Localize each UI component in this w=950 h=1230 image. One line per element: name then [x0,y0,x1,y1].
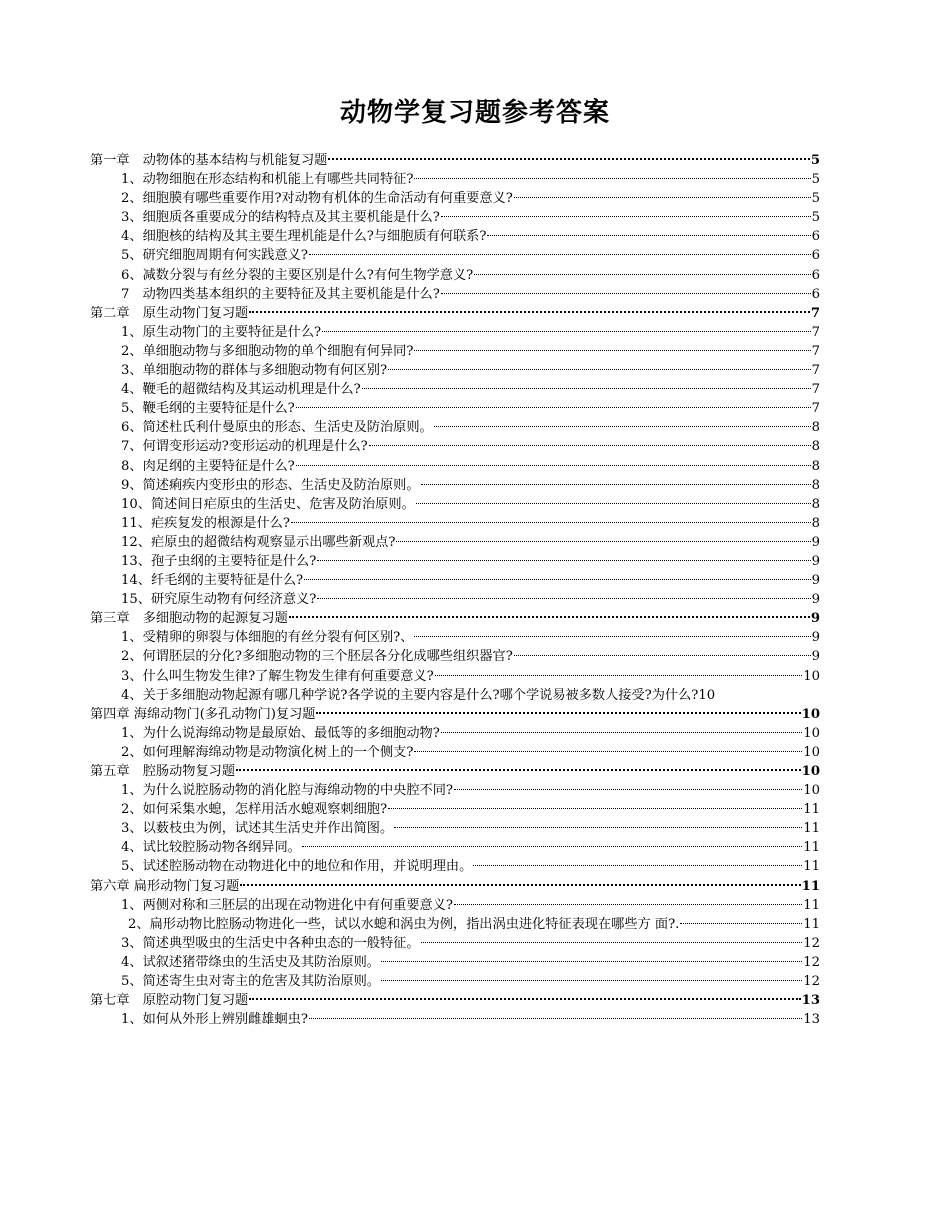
toc-page-number: 6 [811,248,820,264]
toc-question-entry[interactable] [90,724,820,743]
toc-entry-text: 5、试述腔肠动物在动物进化中的地位和作用，并说明理由。 [121,859,473,875]
toc-leader-dots [289,616,810,618]
toc-page-number: 8 [811,458,820,474]
toc-leader-dots [441,216,811,217]
toc-entry-text: 第二章 原生动物门复习题 [90,305,249,321]
toc-leader-dots [388,369,811,370]
toc-entry-text: 第四章 海绵动物门(多孔动物门)复习题 [90,706,316,722]
toc-page-number: 6 [811,286,820,302]
toc-entry-text: 1、原生动物门的主要特征是什么? [121,324,322,340]
toc-question-entry[interactable] [90,628,820,647]
toc-leader-dots [249,998,800,1000]
toc-entry-text: 第六章 扁形动物门复习题 [90,878,240,894]
toc-page-number: 11 [803,821,820,837]
toc-question-entry[interactable] [90,208,820,227]
toc-leader-dots [421,942,803,943]
toc-page-number: 10 [801,706,820,722]
toc-page-number: 10 [803,725,820,741]
toc-page-number: 7 [811,382,820,398]
toc-question-entry[interactable] [90,953,820,972]
toc-entry-text: 5、研究细胞周期有何实践意义? [121,248,308,264]
table-of-contents [90,151,820,1029]
toc-entry-text: 第三章 多细胞动物的起源复习题 [90,611,288,627]
toc-page-number: 11 [803,859,820,875]
toc-entry-text: 第七章 原腔动物门复习题 [90,993,249,1009]
toc-page-number: 7 [811,363,820,379]
toc-page-number: 5 [811,172,820,188]
toc-entry-text: 2、扁形动物比腔肠动物进化一些，试以水螅和涡虫为例，指出涡虫进化特征表现在哪些方 面?. [128,916,680,932]
toc-entry-text: 2、细胞膜有哪些重要作用?对动物有机体的生命活动有何重要意义? [121,191,513,207]
toc-question-entry[interactable] [90,934,820,953]
toc-question-entry[interactable] [90,647,820,666]
toc-entry-text: 14、纤毛纲的主要特征是什么? [121,573,304,589]
toc-leader-dots [381,961,802,962]
toc-question-entry[interactable] [90,686,881,705]
toc-question-entry[interactable] [90,514,820,533]
toc-question-entry[interactable] [90,361,820,380]
toc-page-number: 9 [811,553,820,569]
toc-leader-dots [328,158,809,160]
toc-question-entry[interactable] [90,323,820,342]
toc-page-number: 11 [803,916,820,932]
toc-page-number: 13 [801,993,820,1009]
toc-leader-dots [680,923,802,924]
toc-chapter-entry[interactable] [90,762,820,781]
toc-page-number: 6 [811,229,820,245]
toc-leader-dots [454,789,802,790]
toc-leader-dots [317,598,810,599]
toc-question-entry[interactable] [90,476,820,495]
toc-leader-dots [236,769,801,771]
toc-leader-dots [362,388,811,389]
toc-question-entry[interactable] [90,571,820,590]
toc-page-number: 11 [803,840,820,856]
toc-page-number: 12 [803,935,820,951]
toc-chapter-entry[interactable] [90,304,820,323]
toc-page-number: 9 [811,534,820,550]
toc-leader-dots [441,293,811,294]
toc-leader-dots [291,522,811,523]
toc-leader-dots [240,884,800,886]
toc-entry-text: 4、关于多细胞动物起源有哪几种学说?各学说的主要内容是什么?哪个学说易被多数人接受?为什么? [121,687,699,703]
toc-leader-dots [249,311,810,313]
toc-entry-text: 7 动物四类基本组织的主要特征及其主要机能是什么? [121,286,440,302]
toc-page-number: 11 [803,802,820,818]
toc-leader-dots [454,904,802,905]
toc-page-number: 8 [811,496,820,512]
toc-entry-text: 8、肉足纲的主要特征是什么? [121,458,295,474]
toc-entry-text: 7、何谓变形运动?变形运动的机理是什么? [121,439,368,455]
toc-question-entry[interactable] [90,437,820,456]
toc-page-number: 5 [810,153,820,168]
toc-leader-dots [414,178,810,179]
toc-entry-text: 4、试比较腔肠动物各纲异同。 [121,840,301,856]
toc-entry-text: 5、鞭毛纲的主要特征是什么? [121,401,295,417]
toc-page-number: 12 [803,974,820,990]
toc-entry-text: 10、简述间日疟原虫的生活史、危害及防治原则。 [121,496,415,512]
toc-entry-text: 12、疟原虫的超微结构观察显示出哪些新观点? [121,534,396,550]
toc-entry-text: 2、如何采集水螅，怎样用活水螅观察刺细胞? [121,802,388,818]
toc-leader-dots [474,274,810,275]
toc-entry-text: 2、何谓胚层的分化?多细胞动物的三个胚层各分化成哪些组织器官? [121,649,513,665]
document-title: 动物学复习题参考答案 [339,98,610,128]
toc-question-entry[interactable] [90,533,820,552]
toc-entry-text: 4、鞭毛的超微结构及其运动机理是什么? [121,382,361,398]
toc-question-entry[interactable] [90,781,820,800]
toc-entry-text: 9、简述痢疾内变形虫的形态、生活史及防治原则。 [121,477,420,493]
toc-page-number: 7 [811,324,820,340]
toc-question-entry[interactable] [90,227,820,246]
toc-entry-text: 3、以薮枝虫为例，试述其生活史并作出简图。 [121,821,394,837]
toc-chapter-entry[interactable] [90,877,820,896]
toc-page-number: 8 [811,515,820,531]
toc-page-number: 7 [811,401,820,417]
toc-entry-text: 1、受精卵的卵裂与体细胞的有丝分裂有何区别?、 [121,630,414,646]
toc-entry-text: 6、简述杜氏利什曼原虫的形态、生活史及防治原则。 [121,420,433,436]
toc-page-number: 8 [811,439,820,455]
toc-question-entry[interactable] [90,285,820,304]
toc-entry-text: 5、简述寄生虫对寄主的危害及其防治原则。 [121,974,380,990]
toc-question-entry[interactable] [90,380,820,399]
toc-leader-dots [322,331,811,332]
toc-page-number: 11 [803,897,820,913]
toc-page-number: 10 [803,668,820,684]
toc-leader-dots [434,426,811,427]
toc-entry-text: 2、单细胞动物与多细胞动物的单个细胞有何异同? [121,343,414,359]
toc-question-entry[interactable] [90,189,820,208]
toc-leader-dots [304,579,811,580]
toc-leader-dots [317,560,810,561]
toc-question-entry[interactable] [90,915,820,934]
toc-page-number: 9 [811,592,820,608]
toc-page-number: 10 [803,783,820,799]
toc-chapter-entry[interactable] [90,991,820,1010]
toc-entry-text: 第五章 腔肠动物复习题 [90,764,236,779]
toc-leader-dots [435,675,803,676]
toc-leader-dots [514,197,811,198]
toc-question-entry[interactable] [90,170,820,189]
toc-leader-dots [416,503,811,504]
toc-entry-text: 1、动物细胞在形态结构和机能上有哪些共同特征? [121,172,414,188]
toc-chapter-entry[interactable] [90,609,820,628]
toc-page-number: 7 [810,305,820,321]
toc-entry-text: 2、如何理解海绵动物是动物演化树上的一个侧支? [121,744,414,760]
toc-entry-text: 3、什么叫生物发生律?了解生物发生律有何重要意义? [121,668,434,684]
toc-entry-text: 第一章 动物体的基本结构与机能复习题 [90,153,328,168]
toc-question-entry[interactable] [90,418,820,437]
toc-page-number: 9 [810,611,820,627]
toc-question-entry[interactable] [90,972,820,991]
toc-entry-text: 4、试叙述猪带绦虫的生活史及其防治原则。 [121,954,380,970]
toc-chapter-entry[interactable] [90,151,820,170]
toc-leader-dots [316,712,800,714]
toc-leader-dots [414,636,810,637]
toc-question-entry[interactable] [90,800,820,819]
toc-question-entry[interactable] [90,266,820,285]
toc-page-number: 9 [811,649,820,665]
toc-entry-text: 11、疟疾复发的根源是什么? [121,515,290,531]
toc-page-number: 8 [811,477,820,493]
toc-entry-text: 1、为什么说海绵动物是最原始、最低等的多细胞动物? [121,725,440,741]
toc-leader-dots [414,350,810,351]
toc-leader-dots [421,484,811,485]
toc-page-number: 10 [801,764,820,779]
toc-question-entry[interactable] [90,838,820,857]
toc-page-number: 9 [811,630,820,646]
toc-page-number: 13 [803,1012,820,1028]
toc-page-number: 12 [803,954,820,970]
toc-question-entry[interactable] [90,342,820,361]
toc-leader-dots [388,808,802,809]
toc-entry-text: 13、孢子虫纲的主要特征是什么? [121,553,317,569]
toc-leader-dots [441,732,802,733]
toc-leader-dots [309,1018,802,1019]
toc-entry-text: 4、细胞核的结构及其主要生理机能是什么?与细胞质有何联系? [121,229,487,245]
toc-entry-text: 1、如何从外形上辨别雌雄蛔虫? [121,1012,308,1028]
toc-entry-text: 3、细胞质各重要成分的结构特点及其主要机能是什么? [121,210,440,226]
toc-question-entry[interactable] [90,819,820,838]
toc-question-entry[interactable] [90,743,820,762]
toc-leader-dots [296,407,811,408]
toc-question-entry[interactable] [90,1010,820,1029]
toc-question-entry[interactable] [90,495,820,514]
toc-leader-dots [381,980,802,981]
toc-leader-dots [514,655,811,656]
toc-question-entry[interactable] [90,246,820,265]
toc-leader-dots [394,827,802,828]
toc-question-entry[interactable] [90,552,820,571]
toc-question-entry[interactable] [90,399,820,418]
toc-leader-dots [302,846,802,847]
toc-entry-text: 1、两侧对称和三胚层的出现在动物进化中有何重要意义? [121,897,453,913]
toc-page-number: 5 [811,191,820,207]
toc-question-entry[interactable] [90,896,820,915]
toc-page-number: 6 [811,267,820,283]
toc-leader-dots [296,465,811,466]
toc-page-number: 10 [698,687,716,703]
toc-entry-text: 15、研究原生动物有何经济意义? [121,592,317,608]
toc-leader-dots [369,445,811,446]
toc-leader-dots [473,865,802,866]
toc-page-number: 10 [803,744,820,760]
toc-page-number: 11 [801,878,820,894]
toc-leader-dots [414,751,802,752]
toc-question-entry[interactable] [90,457,820,476]
toc-page-number: 7 [811,343,820,359]
toc-chapter-entry[interactable] [90,705,820,724]
toc-entry-text: 3、单细胞动物的群体与多细胞动物有何区别? [121,363,388,379]
toc-leader-dots [309,254,811,255]
toc-entry-text: 6、减数分裂与有丝分裂的主要区别是什么?有何生物学意义? [121,267,474,283]
toc-question-entry[interactable] [90,667,820,686]
toc-page-number: 5 [811,210,820,226]
toc-question-entry[interactable] [90,590,820,609]
toc-question-entry[interactable] [90,857,820,876]
toc-page-number: 9 [811,573,820,589]
toc-page-number: 8 [811,420,820,436]
toc-leader-dots [487,235,810,236]
toc-entry-text: 1、为什么说腔肠动物的消化腔与海绵动物的中央腔不同? [121,783,453,799]
toc-entry-text: 3、简述典型吸虫的生活史中各种虫态的一般特征。 [121,935,420,951]
toc-leader-dots [396,541,810,542]
